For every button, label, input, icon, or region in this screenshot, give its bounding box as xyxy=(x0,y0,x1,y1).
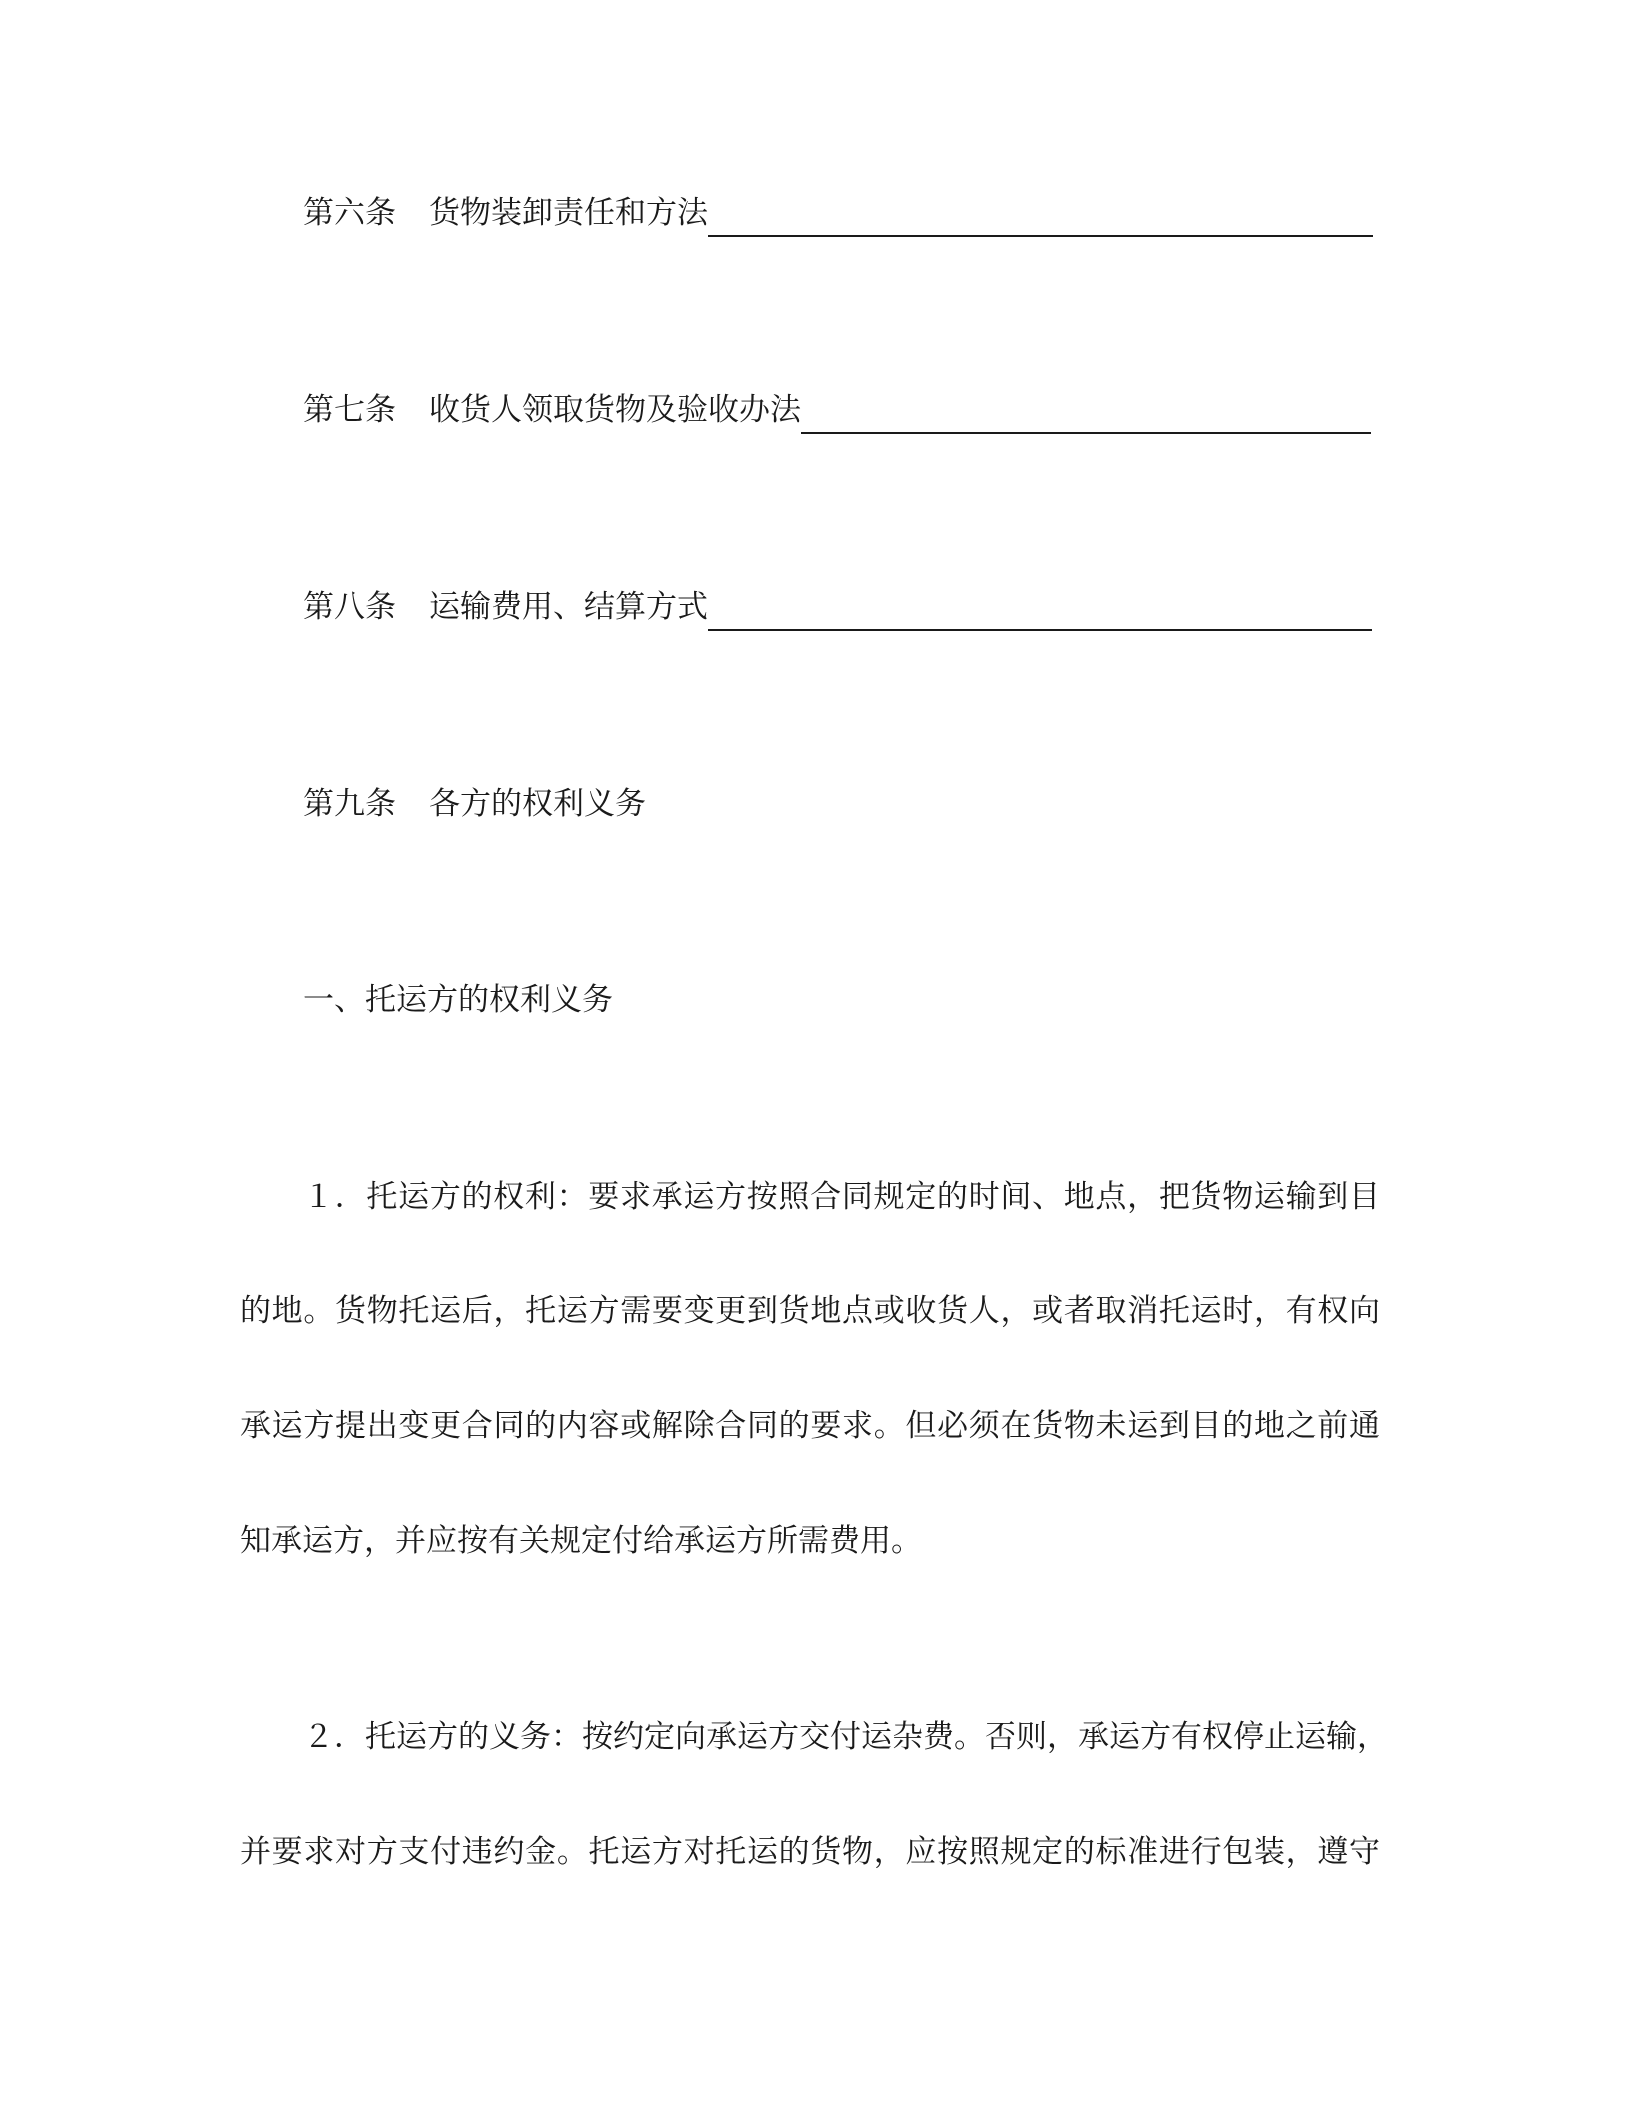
article-number: 第八条 xyxy=(303,589,396,625)
article-number: 第六条 xyxy=(303,195,396,231)
article-8 xyxy=(303,587,1372,627)
paragraph-line: 承运方提出变更合同的内容或解除合同的要求。但必须在货物未运到目的地之前通 xyxy=(240,1408,1380,1444)
article-7 xyxy=(303,390,1371,430)
article-title: 收货人领取货物及验收办法 xyxy=(429,392,801,428)
section-heading: 一、托运方的权利义务 xyxy=(303,982,613,1018)
article-title: 运输费用、结算方式 xyxy=(429,589,708,625)
article-number: 第七条 xyxy=(303,392,396,428)
article-title: 各方的权利义务 xyxy=(429,786,646,822)
paragraph-line: ２．托运方的义务：按约定向承运方交付运杂费。否则，承运方有权停止运输， xyxy=(303,1719,1388,1755)
article-title: 货物装卸责任和方法 xyxy=(429,195,708,231)
article-6 xyxy=(303,193,1373,233)
paragraph-line: 的地。货物托运后，托运方需要变更到货地点或收货人，或者取消托运时，有权向 xyxy=(240,1293,1380,1329)
paragraph-line: 知承运方，并应按有关规定付给承运方所需费用。 xyxy=(240,1523,922,1559)
fill-in-blank xyxy=(801,402,1371,434)
paragraph-line: 并要求对方支付违约金。托运方对托运的货物，应按照规定的标准进行包装，遵守 xyxy=(240,1834,1380,1870)
article-9 xyxy=(303,784,646,824)
article-number: 第九条 xyxy=(303,786,396,822)
paragraph-line: １．托运方的权利：要求承运方按照合同规定的时间、地点，把货物运输到目 xyxy=(303,1179,1380,1215)
fill-in-blank xyxy=(708,599,1372,631)
fill-in-blank xyxy=(708,205,1373,237)
